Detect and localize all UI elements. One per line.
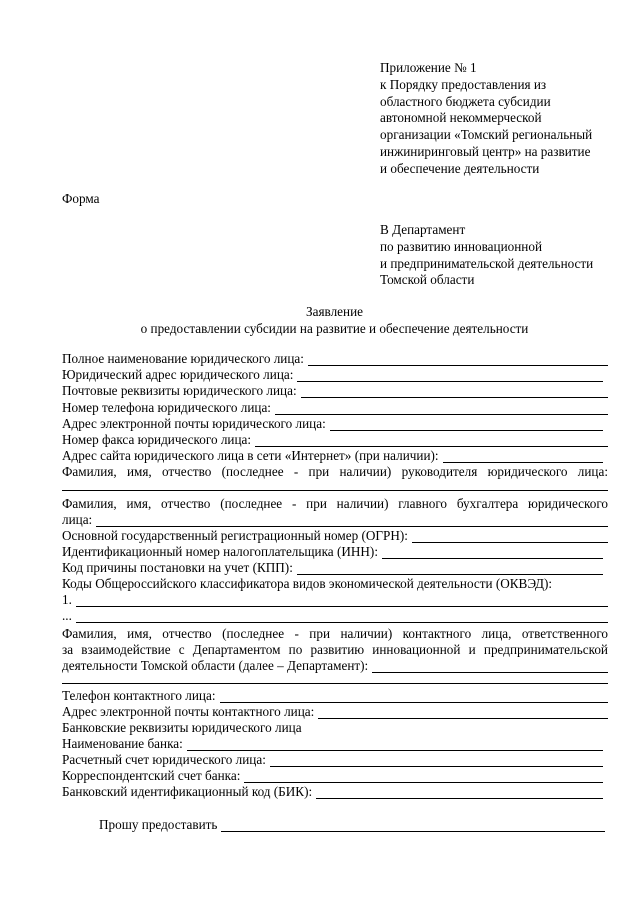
document-title [62,304,607,338]
contact-email-line[interactable] [318,707,608,719]
okved-more-line[interactable] [76,611,608,623]
appendix-line: автономной некоммерческой [380,110,542,126]
okved-item-1-label: 1. [62,592,72,607]
legal-address-field[interactable] [62,367,603,382]
bank-name-label: Наименование банка: [62,736,183,751]
corr-account-label: Корреспондентский счет банка: [62,768,241,783]
request-field[interactable] [99,817,605,832]
phone-label: Номер телефона юридического лица: [62,400,271,415]
legal-address-line[interactable] [297,370,603,382]
addressee-block [380,222,630,289]
kpp-line[interactable] [297,563,603,575]
accountant-line[interactable] [96,515,608,527]
full-name-line[interactable] [308,354,608,366]
okved-item-1-field[interactable] [62,592,608,607]
full-name-label: Полное наименование юридического лица: [62,351,304,366]
okved-more-label: ... [62,608,72,623]
head-name-line[interactable] [62,490,608,491]
appendix-line: к Порядку предоставления из [380,76,547,92]
head-name-label: Фамилия, имя, отчество (последнее - при наличии) руководителя юридического лица: [62,464,608,479]
corr-account-field[interactable] [62,768,603,783]
kpp-label: Код причины постановки на учет (КПП): [62,560,293,575]
addressee-line: Томской области [380,272,475,288]
request-label: Прошу предоставить [99,817,218,832]
appendix-line: областного бюджета субсидии [380,93,551,109]
bik-line[interactable] [316,787,603,799]
accountant-label-line1: Фамилия, имя, отчество (последнее - при наличии) главного бухгалтера юридического [62,496,608,511]
contact-phone-label: Телефон контактного лица: [62,688,216,703]
ogrn-line[interactable] [412,531,608,543]
corr-account-line[interactable] [244,771,603,783]
appendix-line: Приложение № 1 [380,60,477,75]
fax-line[interactable] [255,435,608,447]
bank-name-line[interactable] [187,739,603,751]
request-line[interactable] [221,820,605,832]
postal-line[interactable] [301,386,608,398]
addressee-line: и предпринимательской деятельности [380,255,594,271]
contact-label-line3: деятельности Томской области (далее – Департамент): [62,658,369,673]
inn-line[interactable] [382,547,603,559]
contact-email-label: Адрес электронной почты контактного лица: [62,704,315,719]
kpp-field[interactable] [62,560,603,575]
addressee-line: по развитию инновационной [380,238,543,254]
okved-more-field[interactable] [62,608,608,623]
website-label: Адрес сайта юридического лица в сети «Интернет» (при наличии): [62,448,439,463]
bik-label: Банковский идентификационный код (БИК): [62,784,313,799]
account-line[interactable] [270,755,603,767]
title-line-2: о предоставлении субсидии на развитие и обеспечение деятельности [140,320,529,336]
contact-extra-line[interactable] [62,683,608,684]
addressee-line: В Департамент [380,222,466,237]
bank-header: Банковские реквизиты юридического лица [62,720,302,735]
contact-label-line1: Фамилия, имя, отчество (последнее - при наличии) контактного лица, ответственного [62,626,608,641]
appendix-line: инжиниринговый центр» на развитие [380,143,591,159]
accountant-label-line2: лица: [62,512,93,527]
website-field[interactable] [62,448,603,463]
website-line[interactable] [443,451,603,463]
contact-line[interactable] [372,661,608,673]
title-line-1: Заявление [306,304,363,319]
email-line[interactable] [330,419,603,431]
full-name-field[interactable] [62,351,608,366]
account-label: Расчетный счет юридического лица: [62,752,266,767]
contact-label-line2: за взаимодействие с Департаментом по развитию инновационной и предпринимательской [62,642,608,657]
email-label: Адрес электронной почты юридического лица: [62,416,326,431]
appendix-line: организации «Томский региональный [380,127,593,143]
phone-line[interactable] [275,403,608,415]
postal-field[interactable] [62,383,608,398]
appendix-header [380,60,630,178]
accountant-field[interactable] [62,512,608,527]
fax-field[interactable] [62,432,608,447]
bik-field[interactable] [62,784,603,799]
account-field[interactable] [62,752,603,767]
inn-field[interactable] [62,544,603,559]
contact-field[interactable] [62,658,608,673]
legal-address-label: Юридический адрес юридического лица: [62,367,294,382]
ogrn-label: Основной государственный регистрационный номер (ОГРН): [62,528,408,543]
contact-phone-line[interactable] [220,691,609,703]
email-field[interactable] [62,416,603,431]
okved-item-1-line[interactable] [76,595,608,607]
ogrn-field[interactable] [62,528,608,543]
appendix-line: и обеспечение деятельности [380,160,540,176]
contact-email-field[interactable] [62,704,608,719]
inn-label: Идентификационный номер налогоплательщика (ИНН): [62,544,378,559]
bank-name-field[interactable] [62,736,603,751]
fax-label: Номер факса юридического лица: [62,432,252,447]
okved-label: Коды Общероссийского классификатора видов экономической деятельности (ОКВЭД): [62,576,553,591]
phone-field[interactable] [62,400,608,415]
postal-label: Почтовые реквизиты юридического лица: [62,383,297,398]
form-label: Форма [62,191,100,206]
contact-phone-field[interactable] [62,688,608,703]
